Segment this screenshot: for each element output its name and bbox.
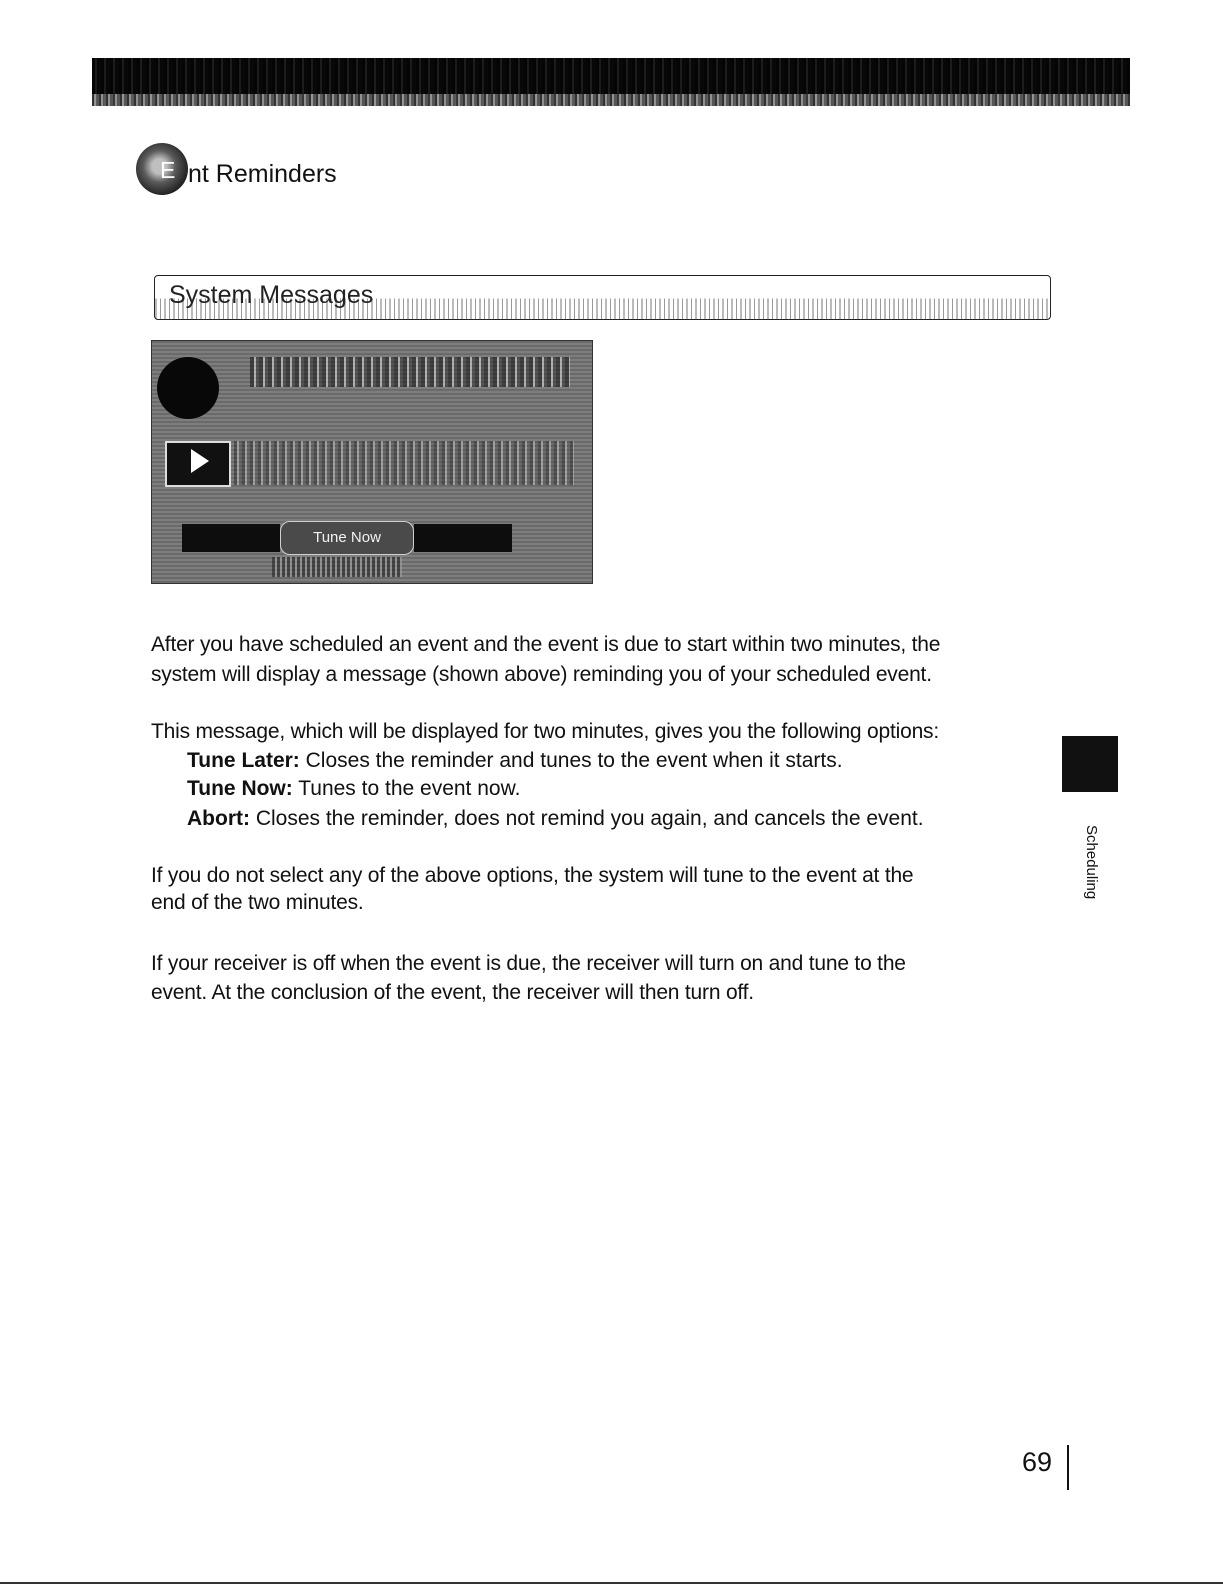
- paragraph-4-line-1: If your receiver is off when the event is due, the receiver will turn on and tune to the: [151, 952, 906, 975]
- header-bar: [92, 58, 1130, 106]
- option-tune-later: [187, 747, 843, 774]
- chapter-tab: [1062, 736, 1118, 792]
- paragraph-2: This message, which will be displayed for two minutes, gives you the following options:: [151, 720, 939, 743]
- screenshot-footer-text: [272, 557, 402, 577]
- reminder-screenshot: [151, 340, 593, 584]
- screenshot-circle-icon: [157, 357, 219, 419]
- system-messages-header: [154, 275, 1051, 320]
- option-tune-now: [187, 775, 520, 802]
- option-term: Tune Now:: [187, 777, 293, 800]
- option-desc: Closes the reminder and tunes to the event when it starts.: [299, 749, 843, 772]
- tune-now-button[interactable]: Tune Now: [280, 521, 414, 555]
- paragraph-1-line-1: After you have scheduled an event and the event is due to start within two minutes, the: [151, 633, 941, 656]
- paragraph-3-line-2: end of the two minutes.: [151, 891, 364, 914]
- paragraph-1-line-2: system will display a message (shown above) reminding you of your scheduled event.: [151, 663, 932, 686]
- paragraph-3-line-1: If you do not select any of the above options, the system will tune to the event at the: [151, 864, 914, 887]
- option-term: Abort:: [187, 807, 250, 830]
- screenshot-title-bar: [250, 357, 570, 387]
- paragraph-4-line-2: event. At the conclusion of the event, the receiver will then turn off.: [151, 981, 754, 1004]
- option-desc: Closes the reminder, does not remind you again, and cancels the event.: [249, 807, 924, 830]
- screenshot-event-info: [234, 441, 574, 485]
- option-term: Tune Later:: [187, 749, 300, 772]
- option-abort: [187, 805, 924, 832]
- abort-button[interactable]: [414, 524, 512, 552]
- page-number: 69: [1022, 1447, 1053, 1477]
- section-logo-letter: E: [160, 157, 176, 183]
- section-logo-icon: [136, 143, 188, 195]
- option-desc: Tunes to the event now.: [292, 777, 521, 800]
- chapter-tab-label: Scheduling: [1083, 825, 1100, 900]
- channel-logo-icon: [165, 441, 231, 487]
- page-number-rule: [1067, 1445, 1069, 1490]
- system-messages-label: System Messages: [169, 281, 374, 309]
- tune-later-button[interactable]: [182, 524, 280, 552]
- section-title: nt Reminders: [188, 160, 337, 188]
